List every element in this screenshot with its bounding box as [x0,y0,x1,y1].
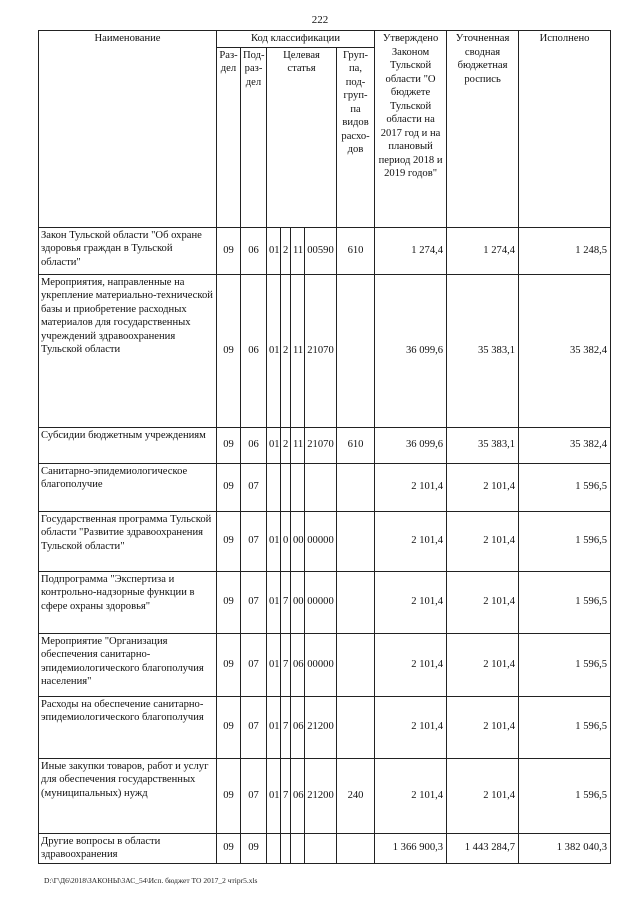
row-section: 09 [217,758,241,833]
table-row [39,511,611,571]
row-subsection: 07 [241,696,267,758]
row-name: Санитарно-эпидемиологическое благополучие [39,463,217,511]
row-revised: 1 443 284,7 [447,833,519,863]
row-section: 09 [217,833,241,863]
row-subsection: 06 [241,227,267,274]
table-row [39,227,611,274]
row-target-direction: 00590 [305,227,337,274]
table-row [39,427,611,463]
row-target-program: 01 [267,571,281,633]
row-revised: 2 101,4 [447,696,519,758]
row-target-direction: 21070 [305,427,337,463]
row-revised: 2 101,4 [447,758,519,833]
row-target-subprogram: 7 [281,571,291,633]
row-target-direction: 00000 [305,511,337,571]
row-name: Расходы на обеспечение санитарно-эпидемиологического благополучия [39,696,217,758]
row-subsection: 07 [241,511,267,571]
row-target-program [267,463,281,511]
row-section: 09 [217,227,241,274]
row-target-program [267,833,281,863]
row-revised: 2 101,4 [447,633,519,696]
row-subsection: 07 [241,633,267,696]
row-subsection: 06 [241,427,267,463]
row-subsection: 09 [241,833,267,863]
row-expense-group: 610 [337,427,375,463]
row-target-event [291,463,305,511]
row-section: 09 [217,633,241,696]
row-name: Иные закупки товаров, работ и услуг для обеспечения государственных (муниципальных) нужд [39,758,217,833]
row-expense-group [337,511,375,571]
row-target-program: 01 [267,696,281,758]
row-target-subprogram: 7 [281,758,291,833]
footer-file-path: D:\Г\Д6\2018\ЗАКОНЫ\3АС_54\Исп. бюджет ТО 2017_2 чтіpr5.xls [44,876,258,885]
row-approved: 2 101,4 [375,463,447,511]
row-target-event: 11 [291,274,305,427]
row-name: Закон Тульской области "Об охране здоровья граждан в Тульской области" [39,227,217,274]
row-subsection: 07 [241,463,267,511]
row-target-subprogram: 2 [281,227,291,274]
row-executed: 35 382,4 [519,274,611,427]
row-executed: 1 596,5 [519,758,611,833]
row-target-direction: 21070 [305,274,337,427]
header-target: Целевая статья [267,47,337,227]
row-target-direction: 00000 [305,633,337,696]
row-executed: 1 596,5 [519,633,611,696]
row-target-subprogram: 7 [281,633,291,696]
header-approved: Утверждено Законом Тульской области "О бюджете Тульской области на 2017 год и на плановый период 2018 и 2019 годов" [375,31,447,228]
row-revised: 35 383,1 [447,274,519,427]
row-section: 09 [217,427,241,463]
row-revised: 2 101,4 [447,463,519,511]
row-target-program: 01 [267,427,281,463]
table-row [39,571,611,633]
header-expense-group: Груп-па, под-груп-па видов расхо-дов [337,47,375,227]
row-executed: 1 596,5 [519,511,611,571]
row-executed: 1 596,5 [519,571,611,633]
page-number: 222 [311,14,329,26]
row-approved: 36 099,6 [375,427,447,463]
row-expense-group [337,274,375,427]
row-target-event: 06 [291,758,305,833]
row-name: Мероприятие "Организация обеспечения санитарно-эпидемиологического благополучия населения" [39,633,217,696]
row-target-program: 01 [267,633,281,696]
row-target-subprogram: 2 [281,274,291,427]
row-expense-group [337,696,375,758]
row-target-direction [305,463,337,511]
header-section: Раз-дел [217,47,241,227]
row-target-program: 01 [267,511,281,571]
row-expense-group: 240 [337,758,375,833]
row-approved: 2 101,4 [375,633,447,696]
row-revised: 1 274,4 [447,227,519,274]
row-target-direction: 00000 [305,571,337,633]
row-expense-group: 610 [337,227,375,274]
table-row [39,463,611,511]
header-subsection: Под-раз-дел [241,47,267,227]
table-row [39,633,611,696]
row-expense-group [337,463,375,511]
row-target-subprogram [281,463,291,511]
row-expense-group [337,833,375,863]
row-revised: 2 101,4 [447,571,519,633]
row-target-program: 01 [267,758,281,833]
row-target-subprogram: 7 [281,696,291,758]
row-target-program: 01 [267,274,281,427]
row-approved: 2 101,4 [375,511,447,571]
row-target-subprogram: 0 [281,511,291,571]
budget-table [38,30,611,864]
row-approved: 2 101,4 [375,571,447,633]
row-subsection: 07 [241,758,267,833]
row-revised: 2 101,4 [447,511,519,571]
row-target-subprogram: 2 [281,427,291,463]
row-target-subprogram [281,833,291,863]
row-name: Мероприятия, направленные на укрепление материально-технической базы и приобретение расходных материалов для государственных учреждений здравоохранения Тульской области [39,274,217,427]
row-section: 09 [217,511,241,571]
row-target-program: 01 [267,227,281,274]
row-name: Другие вопросы в области здравоохранения [39,833,217,863]
header-code-group: Код классификации [217,31,375,48]
row-approved: 1 274,4 [375,227,447,274]
row-expense-group [337,633,375,696]
table-row [39,758,611,833]
row-name: Государственная программа Тульской области "Развитие здравоохранения Тульской области" [39,511,217,571]
row-target-event: 11 [291,427,305,463]
row-target-event: 06 [291,696,305,758]
row-subsection: 07 [241,571,267,633]
row-target-direction [305,833,337,863]
header-name: Наименование [39,31,217,228]
row-executed: 1 596,5 [519,696,611,758]
row-section: 09 [217,463,241,511]
row-executed: 1 382 040,3 [519,833,611,863]
row-target-event: 06 [291,633,305,696]
row-revised: 35 383,1 [447,427,519,463]
row-approved: 1 366 900,3 [375,833,447,863]
row-name: Субсидии бюджетным учреждениям [39,427,217,463]
row-target-event: 00 [291,511,305,571]
row-executed: 1 596,5 [519,463,611,511]
row-section: 09 [217,571,241,633]
row-subsection: 06 [241,274,267,427]
row-expense-group [337,571,375,633]
row-section: 09 [217,696,241,758]
row-target-direction: 21200 [305,696,337,758]
row-executed: 1 248,5 [519,227,611,274]
table-row [39,274,611,427]
row-name: Подпрограмма "Экспертиза и контрольно-надзорные функции в сфере охраны здоровья" [39,571,217,633]
header-executed: Исполнено [519,31,611,228]
table-row [39,696,611,758]
row-section: 09 [217,274,241,427]
row-executed: 35 382,4 [519,427,611,463]
row-target-event: 00 [291,571,305,633]
row-target-direction: 21200 [305,758,337,833]
header-revised: Уточненная сводная бюджетная роспись [447,31,519,228]
row-target-event [291,833,305,863]
row-approved: 2 101,4 [375,696,447,758]
row-approved: 36 099,6 [375,274,447,427]
row-approved: 2 101,4 [375,758,447,833]
row-target-event: 11 [291,227,305,274]
table-row [39,833,611,863]
